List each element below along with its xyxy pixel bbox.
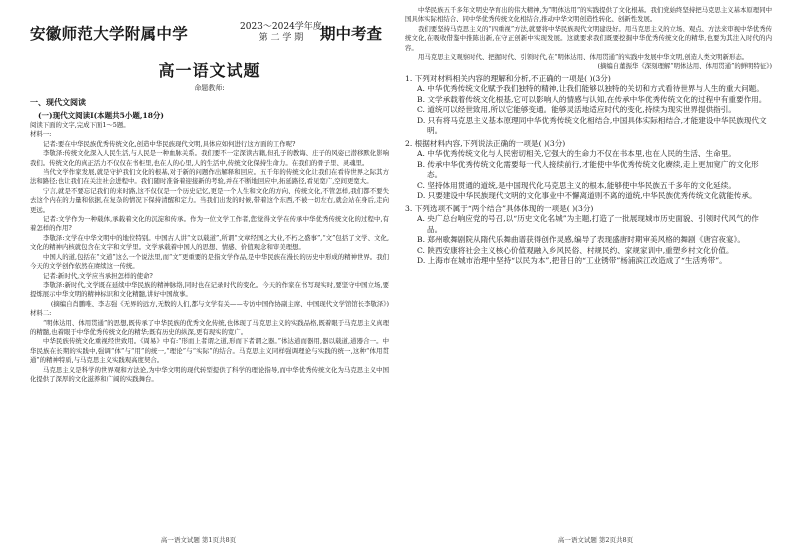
material-2-continued [405, 6, 772, 72]
paper-title: 高一语文试题 [158, 61, 261, 80]
material-1-text [30, 140, 389, 309]
page-footer: 高一语文试题 第2页共8页 [557, 536, 634, 544]
paragraph: 李敬泽:新时代,文学既在延续中华民族的精神脉络,同时也在记录时代的变化。今天的作家在书写现实时,要坚守中国立场,要提炼展示中华文明的精神标识和文化精髓,讲好中国故事。 [30, 280, 389, 299]
answer-option: C. 陕西安康将社会主义核心价值观融入乡风民俗、村规民约、家规家训中,重塑乡村文化价值。 [417, 245, 734, 255]
answer-option: D. 只要建设中华民族现代文明的文化事业中不懈离道则不离的道统,中华民族优秀传统文化就能传承。 [417, 191, 757, 201]
paragraph: 当代文学作家发展,就是守护我们文化的根基,对于新的问题作出解释和回应。五千年的传统文化让我们在看待世界之际其方法和路径;也让我们在关注社会进程中。我们随时准备着迎接新的考验,并在不断地回应中,拓延路径,看见宽广,空间更宽大。 [30, 168, 389, 186]
paragraph: 李敬泽:传统文化深入人民生活,与人民是一种血脉关系。我们要不一定深读古籍,但孔子的教诲、庄子的风姿已潜移默化影响我们。传统文化的真正活力不仅仅在书柜里,也在人的心里,人的生活中,传统文化保持生命力。在我们的骨子里、灵魂里。 [30, 149, 389, 167]
material-label: 材料二: [30, 309, 52, 318]
material-label: 材料一: [30, 130, 52, 139]
paragraph: 记者:文学作为一种载体,承载着文化的沉淀和传承。作为一位文学工作者,您觉得文学在传承中华优秀传统文化的过程中,有着怎样的作用? [30, 215, 389, 233]
paragraph: 宁言,就是不要忘记我们的来时路,这不仅仅是一个历史记忆,更是一个人生和文化的方向、传统文化,不管怎样,我们都不要失去这个内在的力量和依据,在复杂的情况下保持清醒和定力。当我们出发的时候,带着这个东西,不被一切左右,就会站在身后,走向更远。 [30, 186, 389, 214]
paragraph: “明体达用、体用贯通”的思想,既传承了中华民族的优秀文化传统,也体现了马克思主义的实践品格,既着眼于马克思主义真理的精髓,也着眼于中华优秀传统文化的精华;既有历史的纵深,更有现实的宽广。 [30, 318, 389, 336]
question-stem: 2. 根据材料内容,下列说法正确的一项是( )(3分) [405, 138, 566, 148]
reading-intro: 阅读下面的文字,完成下面1～5题。 [30, 121, 130, 129]
proposer-line: 命题教师: [194, 84, 225, 92]
school-year: 2023～2024学年度 [240, 22, 322, 32]
question-stem: 3. 下列选项不属于“两个结合”具体体现的一项是( )(3分) [405, 203, 594, 213]
answer-option: B. 文学承载着传统文化根基,它可以影响人的情感与认知,在传承中华优秀传统文化的过程中有重要作用。 [417, 94, 767, 104]
term: 第 二 学 期 [258, 33, 304, 43]
paragraph: 中国人的道,包括在“文道”这么一个说法里,而“文”更重要的是指文学作品,是中华民族在漫长的历史中形成的精神世界。我们今天的文学创作依然在赓续这一传统。 [30, 252, 389, 271]
answer-option: B. 传承中华优秀传统文化需要每一代人接续前行,才能使中华优秀传统文化赓续,走上更加宽广的文化形态。 [417, 159, 759, 180]
exam-header [30, 10, 389, 56]
answer-option: A. 中华优秀传统文化与人民密切相关,它强大的生命力不仅在书本里,也在人民的生活、生命里。 [417, 149, 736, 159]
paragraph: 马克思主义是科学的世界观和方法论,为中华文明的现代转型提供了科学的理论指导,而中华优秀传统文化为马克思主义中国化提供了深厚的文化滋养和广阔的实践舞台。 [30, 365, 389, 383]
exam-name: 期中考查 [320, 24, 383, 43]
paragraph: 中华民族传统文化重视经世致用。《周易》中有:“形而上者谓之道,形而下者谓之器。”体达道而器用,器以载道,道器合一。中华民族在长期的实践中,强调“体”与“用”的统一,“理论”与“实际”的结合。马克思主义同样强调理论与实践的统一,这种“体用贯通”的精神特质,与马克思主义实践观高度契合。 [30, 337, 389, 365]
section-title: 一、现代文阅读 [30, 97, 86, 107]
paragraph: 用马克思主义观察时代、把握时代、引领时代,在“明体达用、体用贯通”的实践中发展中华文明,创造人类文明新形态。 [418, 53, 749, 62]
paragraph: 我们要坚持马克思主义的“四重视”方法,就要将中华民族现代文明建设好。用马克思主义的立场、观点、方法来审视中华优秀传统文化,在吸收借鉴中推陈出新,在守正创新中实现发展。这就要求我们既要挖掘中华优秀传统文化的精华,也要为其注入时代的内容。 [405, 24, 772, 52]
year-term [240, 22, 322, 44]
answer-option: C. 坚持体用贯通的道统,是中国现代化马克思主义的根本,能够使中华民族五千多年的文化延续。 [417, 180, 736, 190]
material-2-text [30, 319, 389, 385]
question-stem: 1. 下列对材料相关内容的理解和分析,不正确的一项是( )(3分) [405, 73, 611, 83]
answer-option: D. 只有将马克思主义基本原理同中华优秀传统文化相结合,中国具体实际相结合,才能建设中华民族现代文明。 [417, 115, 767, 136]
question-list [405, 74, 772, 267]
paragraph: 记者:新时代,文学应当承担怎样的使命? [43, 271, 153, 280]
answer-option: A. 中华优秀传统文化赋予我们独特的精神,让我们能够以独特的关切和方式看待世界与人生的重大问题。 [417, 84, 764, 94]
paragraph: 记者:要在中华民族优秀传统文化,创造中华民族现代文明,具体应如何进行这方面的工作呢? [43, 139, 296, 148]
subsection-title: (一)现代文阅读Ⅰ(本题共5小题,18分) [38, 111, 164, 120]
paragraph: (摘编自肖鹏唯、李志强《无界的远方,无数的人们,都与文学有关——专访中国作协副主席、中国现代文学馆馆长李敬泽》) [50, 299, 389, 308]
school-name: 安徽师范大学附属中学 [30, 24, 189, 43]
paragraph: 中华民族五千多年文明史孕育出的伟大精神,为“明体达用”的实践提供了文化根基。我们党始终坚持把马克思主义基本原理同中国具体实际相结合、同中华优秀传统文化相结合,推动中华文明创造性转化、创新性发展。 [405, 6, 772, 24]
answer-option: C. 道统可以经世致用,所以它能够变通。能够灵活地适应时代的变化,持续为现实世界提供指引。 [417, 105, 736, 115]
paragraph: 李敬泽:文学在中华文明中的地位特别。中国古人讲“文以载道”,所谓“文章经国之大业,不朽之盛事”,“文”包括了文学、文化,文化的精神内核就包含在文字和文学里。文学承载着中国人的思想、情感、价值观念和审美理想。 [30, 233, 389, 252]
answer-option: B. 郑州歌舞剧院从隋代乐舞曲谱获得创作灵感,编导了表现盛唐时期审美风格的舞剧《唐宫夜宴》。 [417, 235, 745, 245]
answer-option: D. 上海市在城市治理中坚持“以民为本”,把昔日的“工业锈带”杨浦滨江改造成了“生活秀带”。 [417, 256, 727, 266]
paragraph: (摘编自董振华《深刻理解“明体达用、体用贯通”的鲜明特征》) [597, 62, 772, 71]
page-footer: 高一语文试题 第1页共8页 [160, 536, 237, 544]
right-page [397, 0, 794, 550]
answer-option: A. 央广总台响应党的号召,以“历史文化名城”为主题,打造了一批展现城市历史面貌、引领时代风气的作品。 [417, 214, 759, 234]
